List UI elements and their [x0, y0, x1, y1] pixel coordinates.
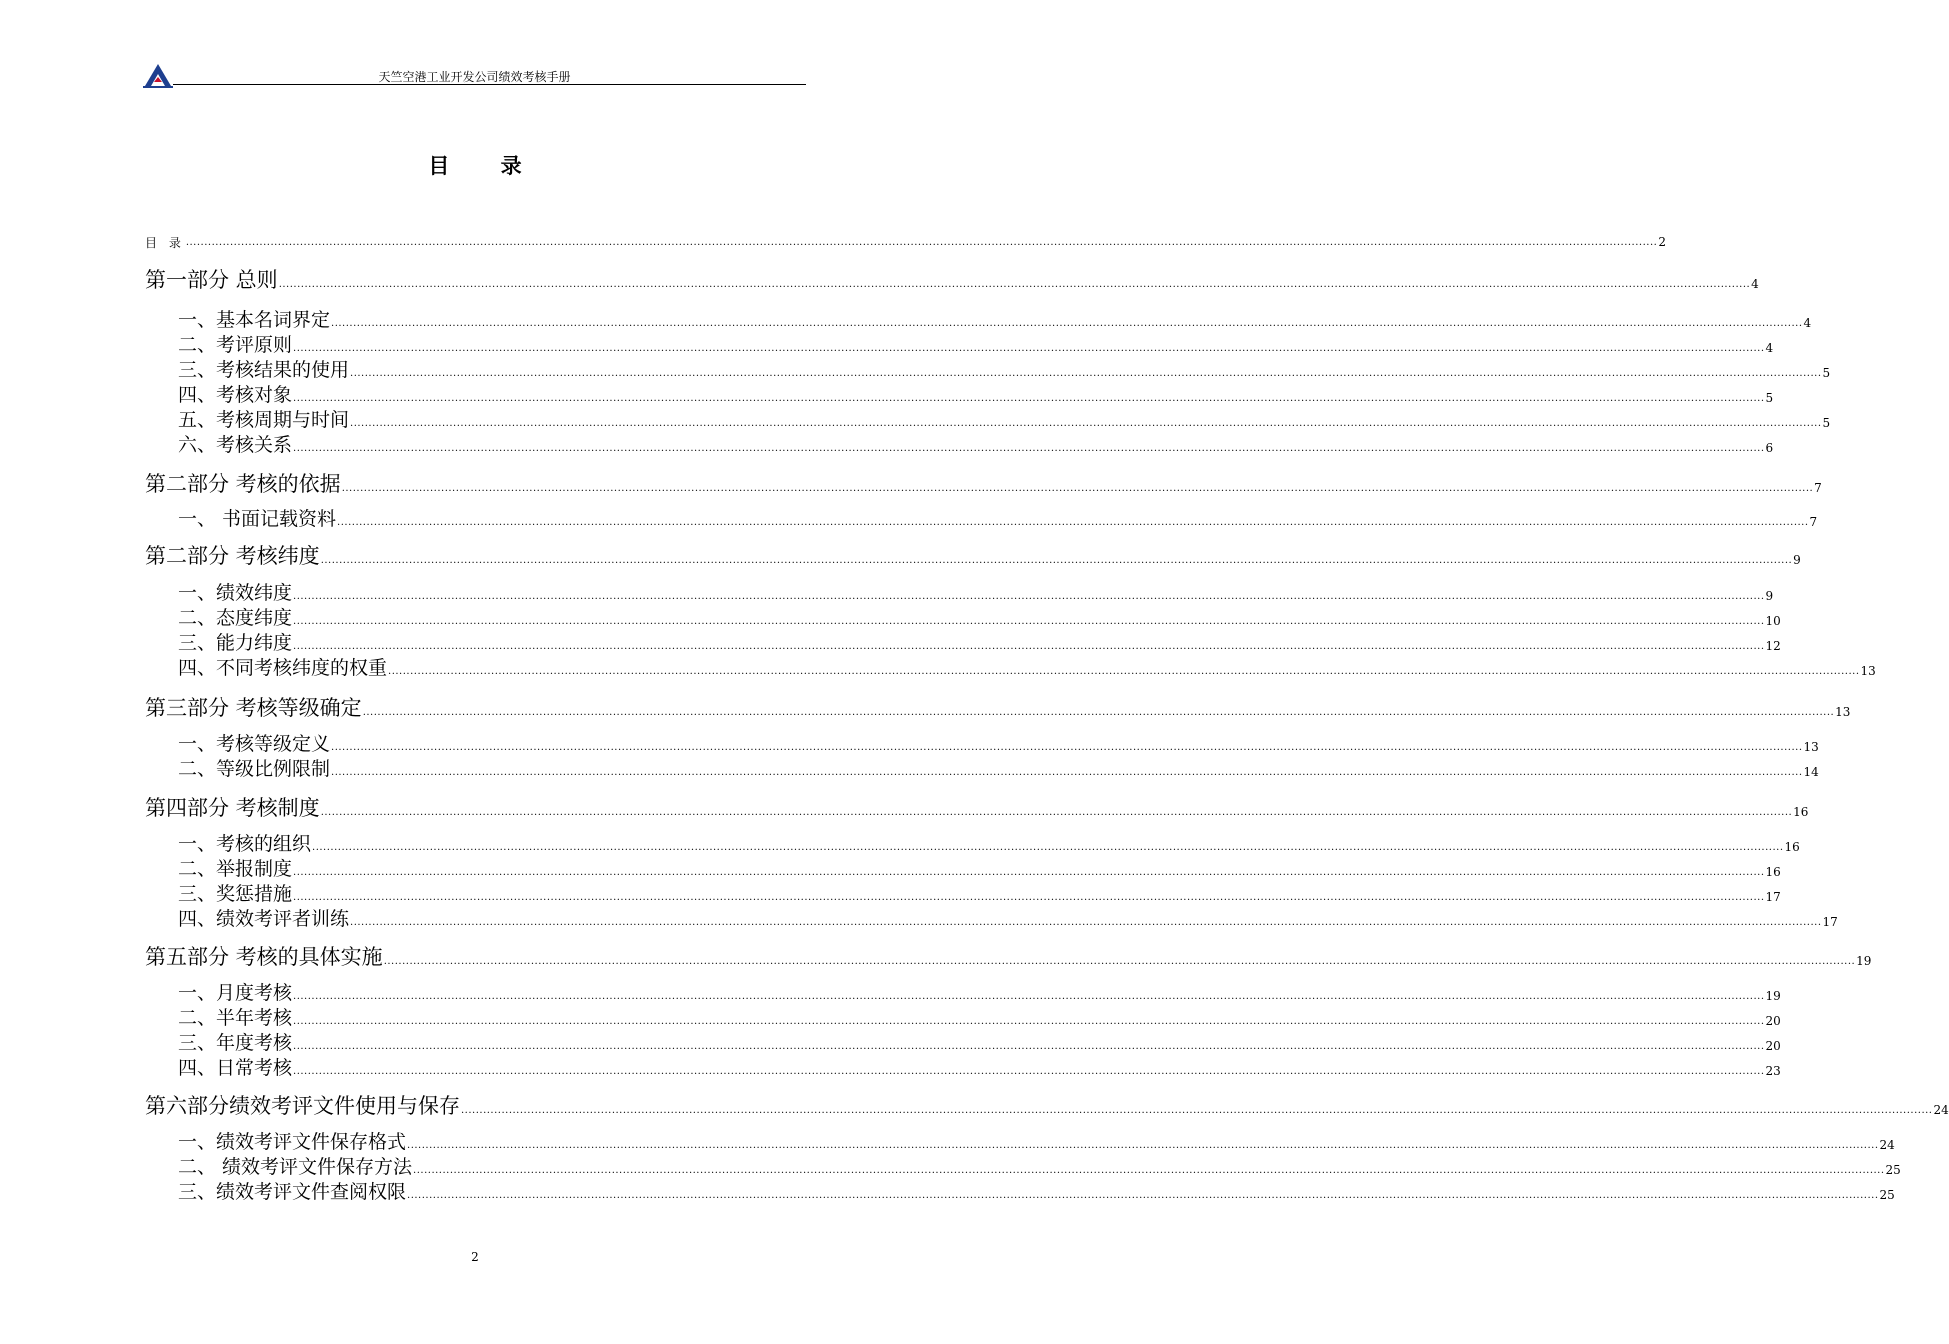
toc-entry[interactable] [145, 409, 1831, 431]
toc-entry[interactable] [145, 1131, 1895, 1153]
toc-leader-dots: ................................................................................................................................................................................................................................................................................................................................................................................................................ [461, 1105, 1933, 1116]
toc-entry-page: 9 [1765, 589, 1774, 603]
toc-entry[interactable] [145, 657, 1876, 679]
toc-entry-page: 24 [1879, 1138, 1895, 1152]
toc-entry-label: 五、考核周期与时间 [178, 409, 350, 431]
toc-leader-dots: ................................................................................................................................................................................................................................................................................................................................................................................................................ [383, 956, 1856, 967]
toc-leader-dots: ................................................................................................................................................................................................................................................................................................................................................................................................................ [293, 991, 1765, 1002]
toc-leader-dots: ................................................................................................................................................................................................................................................................................................................................................................................................................ [331, 318, 1803, 329]
toc-entry[interactable] [145, 235, 1666, 250]
toc-entry[interactable] [145, 1032, 1781, 1054]
toc-entry-label: 第二部分 考核纬度 [145, 544, 320, 568]
toc-entry[interactable] [145, 1156, 1901, 1178]
toc-entry-label: 二、 绩效考评文件保存方法 [178, 1156, 413, 1178]
toc-entry[interactable] [145, 309, 1812, 331]
toc-entry-label: 第五部分 考核的具体实施 [145, 945, 383, 969]
toc-entry-page: 23 [1765, 1064, 1781, 1078]
toc-leader-dots: ................................................................................................................................................................................................................................................................................................................................................................................................................ [341, 483, 1814, 494]
toc-leader-dots: ................................................................................................................................................................................................................................................................................................................................................................................................................ [388, 666, 1860, 677]
toc-entry[interactable] [145, 508, 1818, 530]
toc-leader-dots: ................................................................................................................................................................................................................................................................................................................................................................................................................ [293, 343, 1765, 354]
toc-entry-label: 三、能力纬度 [178, 632, 293, 654]
toc-entry-page: 5 [1822, 366, 1831, 380]
toc-entry-page: 4 [1765, 341, 1774, 355]
toc-entry[interactable] [145, 582, 1774, 604]
toc-entry[interactable] [145, 696, 1851, 720]
toc-leader-dots: ................................................................................................................................................................................................................................................................................................................................................................................................................ [413, 1165, 1885, 1176]
toc-entry-label: 三、考核结果的使用 [178, 359, 350, 381]
toc-entry-page: 20 [1765, 1014, 1781, 1028]
toc-entry[interactable] [145, 334, 1774, 356]
toc-entry-label: 目 录 [145, 236, 185, 250]
toc-entry-label: 一、绩效纬度 [178, 582, 293, 604]
toc-leader-dots: ................................................................................................................................................................................................................................................................................................................................................................................................................ [293, 892, 1765, 903]
toc-entry-label: 二、态度纬度 [178, 607, 293, 629]
toc-entry-page: 9 [1793, 553, 1801, 567]
toc-leader-dots: ................................................................................................................................................................................................................................................................................................................................................................................................................ [350, 418, 1822, 429]
toc-leader-dots: ................................................................................................................................................................................................................................................................................................................................................................................................................ [320, 807, 1793, 818]
toc-entry-page: 12 [1765, 639, 1781, 653]
toc-entry-label: 一、基本名词界定 [178, 309, 331, 331]
toc-leader-dots: ................................................................................................................................................................................................................................................................................................................................................................................................................ [293, 591, 1765, 602]
toc-entry[interactable] [145, 982, 1781, 1004]
toc-entry-page: 7 [1809, 515, 1818, 529]
toc-entry-page: 20 [1765, 1039, 1781, 1053]
toc-entry[interactable] [145, 359, 1831, 381]
page-number: 2 [471, 1250, 479, 1264]
toc-entry[interactable] [145, 733, 1819, 755]
toc-leader-dots: ................................................................................................................................................................................................................................................................................................................................................................................................................ [293, 867, 1765, 878]
toc-leader-dots: ................................................................................................................................................................................................................................................................................................................................................................................................................ [293, 1016, 1765, 1027]
toc-entry-label: 一、 书面记载资料 [178, 508, 337, 530]
toc-entry-label: 第一部分 总则 [145, 268, 278, 292]
toc-entry[interactable] [145, 607, 1781, 629]
toc-entry-page: 2 [1658, 235, 1666, 249]
toc-entry-label: 二、举报制度 [178, 858, 293, 880]
toc-entry-page: 5 [1765, 391, 1774, 405]
toc-entry-label: 第三部分 考核等级确定 [145, 696, 362, 720]
toc-leader-dots: ................................................................................................................................................................................................................................................................................................................................................................................................................ [407, 1190, 1879, 1201]
toc-entry-label: 二、半年考核 [178, 1007, 293, 1029]
toc-leader-dots: ................................................................................................................................................................................................................................................................................................................................................................................................................ [185, 237, 1658, 248]
toc-entry-label: 四、考核对象 [178, 384, 293, 406]
toc-leader-dots: ................................................................................................................................................................................................................................................................................................................................................................................................................ [278, 279, 1751, 290]
toc-entry-page: 7 [1814, 481, 1822, 495]
toc-leader-dots: ................................................................................................................................................................................................................................................................................................................................................................................................................ [293, 393, 1765, 404]
toc-entry[interactable] [145, 883, 1781, 905]
toc-leader-dots: ................................................................................................................................................................................................................................................................................................................................................................................................................ [312, 842, 1784, 853]
header-title: 天竺空港工业开发公司绩效考核手册 [378, 70, 571, 84]
toc-entry-label: 一、绩效考评文件保存格式 [178, 1131, 407, 1153]
toc-entry-label: 一、月度考核 [178, 982, 293, 1004]
toc-entry-label: 第四部分 考核制度 [145, 796, 320, 820]
toc-entry-page: 4 [1803, 316, 1812, 330]
toc-entry-label: 三、绩效考评文件查阅权限 [178, 1181, 407, 1203]
toc-leader-dots: ................................................................................................................................................................................................................................................................................................................................................................................................................ [362, 707, 1835, 718]
toc-leader-dots: ................................................................................................................................................................................................................................................................................................................................................................................................................ [320, 555, 1793, 566]
toc-entry-page: 16 [1793, 805, 1809, 819]
toc-entry-page: 17 [1822, 915, 1838, 929]
toc-entry[interactable] [145, 1181, 1895, 1203]
toc-entry[interactable] [145, 472, 1822, 496]
toc-leader-dots: ................................................................................................................................................................................................................................................................................................................................................................................................................ [331, 742, 1803, 753]
toc-entry-page: 19 [1856, 954, 1872, 968]
toc-entry-label: 二、考评原则 [178, 334, 293, 356]
toc-leader-dots: ................................................................................................................................................................................................................................................................................................................................................................................................................ [337, 517, 1809, 528]
toc-title: 目 录 [428, 154, 544, 178]
toc-entry-label: 二、等级比例限制 [178, 758, 331, 780]
toc-leader-dots: ................................................................................................................................................................................................................................................................................................................................................................................................................ [293, 641, 1765, 652]
toc-entry-page: 13 [1835, 705, 1851, 719]
toc-entry[interactable] [145, 632, 1781, 654]
toc-leader-dots: ................................................................................................................................................................................................................................................................................................................................................................................................................ [350, 917, 1822, 928]
toc-entry-page: 10 [1765, 614, 1781, 628]
toc-entry-page: 25 [1885, 1163, 1901, 1177]
toc-entry[interactable] [145, 858, 1781, 880]
toc-entry[interactable] [145, 833, 1800, 855]
toc-entry[interactable] [145, 796, 1809, 820]
toc-entry-label: 六、考核关系 [178, 434, 293, 456]
toc-entry-label: 三、奖惩措施 [178, 883, 293, 905]
toc-leader-dots: ................................................................................................................................................................................................................................................................................................................................................................................................................ [407, 1140, 1879, 1151]
toc-leader-dots: ................................................................................................................................................................................................................................................................................................................................................................................................................ [293, 443, 1765, 454]
toc-entry[interactable] [145, 945, 1872, 969]
toc-entry[interactable] [145, 544, 1801, 568]
toc-entry-page: 14 [1803, 765, 1819, 779]
toc-entry-label: 一、考核等级定义 [178, 733, 331, 755]
toc-entry-page: 24 [1933, 1103, 1949, 1117]
toc-entry-page: 13 [1860, 664, 1876, 678]
toc-entry[interactable] [145, 1007, 1781, 1029]
toc-entry-label: 一、考核的组织 [178, 833, 312, 855]
toc-entry-label: 三、年度考核 [178, 1032, 293, 1054]
toc-leader-dots: ................................................................................................................................................................................................................................................................................................................................................................................................................ [293, 1041, 1765, 1052]
toc-entry-label: 四、绩效考评者训练 [178, 908, 350, 930]
toc-leader-dots: ................................................................................................................................................................................................................................................................................................................................................................................................................ [331, 767, 1803, 778]
toc-leader-dots: ................................................................................................................................................................................................................................................................................................................................................................................................................ [293, 616, 1765, 627]
toc-entry-page: 25 [1879, 1188, 1895, 1202]
toc-entry[interactable] [145, 1057, 1781, 1079]
toc-entry[interactable] [145, 758, 1819, 780]
toc-entry-page: 16 [1765, 865, 1781, 879]
toc-entry-label: 四、不同考核纬度的权重 [178, 657, 388, 679]
toc-entry-page: 6 [1765, 441, 1774, 455]
toc-entry[interactable] [145, 268, 1759, 292]
toc-leader-dots: ................................................................................................................................................................................................................................................................................................................................................................................................................ [350, 368, 1822, 379]
toc-entry[interactable] [145, 1094, 1949, 1118]
toc-entry-page: 13 [1803, 740, 1819, 754]
toc-entry-label: 四、日常考核 [178, 1057, 293, 1079]
toc-entry-page: 4 [1751, 277, 1759, 291]
toc-entry[interactable] [145, 908, 1838, 930]
toc-entry-label: 第六部分绩效考评文件使用与保存 [145, 1094, 460, 1118]
toc-entry-page: 5 [1822, 416, 1831, 430]
toc-entry[interactable] [145, 434, 1774, 456]
toc-leader-dots: ................................................................................................................................................................................................................................................................................................................................................................................................................ [293, 1066, 1765, 1077]
toc-entry[interactable] [145, 384, 1774, 406]
toc-entry-page: 19 [1765, 989, 1781, 1003]
table-of-contents [145, 0, 1949, 1300]
toc-entry-page: 17 [1765, 890, 1781, 904]
toc-entry-page: 16 [1784, 840, 1800, 854]
toc-entry-label: 第二部分 考核的依据 [145, 472, 341, 496]
